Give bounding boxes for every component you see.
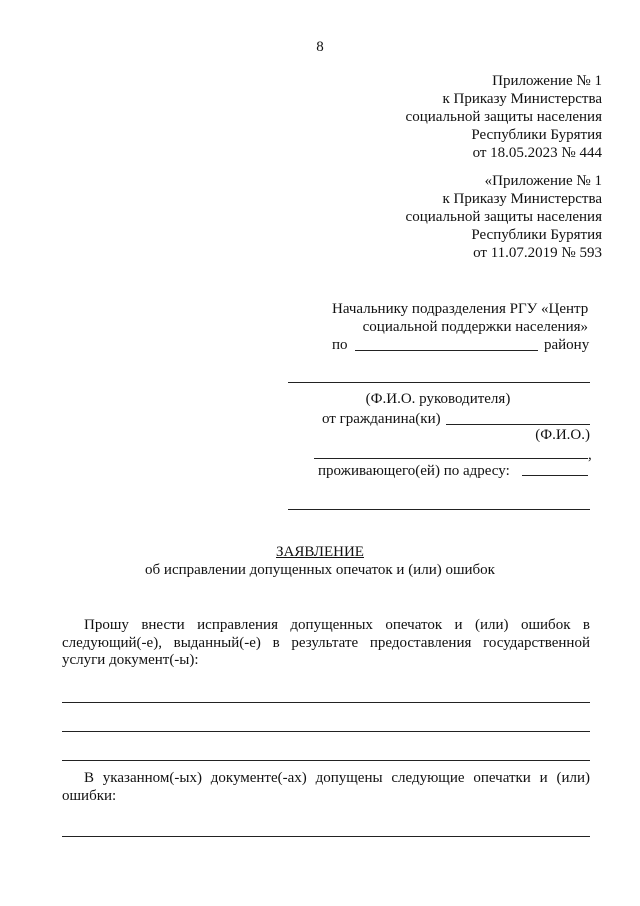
appendix-header-new: [302, 72, 602, 162]
appendix-line: Республики Бурятия: [471, 127, 602, 143]
addressee-line-2: социальной поддержки населения»: [362, 319, 588, 335]
address-input-line-1[interactable]: [522, 475, 588, 476]
page-number: 8: [316, 39, 324, 55]
citizen-fio-caption: (Ф.И.О.): [535, 427, 590, 443]
comma: ,: [588, 447, 592, 463]
document-subtitle: об исправлении допущенных опечаток и (или) ошибок: [145, 562, 495, 578]
addressee-po-label: по: [332, 337, 348, 353]
from-citizen-label: от гражданина(ки): [322, 411, 441, 427]
document-input-line-1[interactable]: [62, 702, 590, 703]
addressee-district-label: району: [544, 337, 590, 353]
head-fio-caption: (Ф.И.О. руководителя): [365, 391, 511, 407]
appendix-line: к Приказу Министерства: [442, 191, 602, 207]
appendix-line: социальной защиты населения: [405, 209, 602, 225]
document-input-line-2[interactable]: [62, 731, 590, 732]
appendix-line: от 18.05.2023 № 444: [472, 145, 602, 161]
appendix-line: «Приложение № 1: [484, 173, 602, 189]
residing-label: проживающего(ей) по адресу:: [318, 463, 510, 479]
request-paragraph: Прошу внести исправления допущенных опечаток и (или) ошибок в следующий(-е), выданный(-е) в результате предоставления государственной услуги документ(-ы):: [62, 617, 590, 668]
addressee-line-1: Начальнику подразделения РГУ «Центр: [332, 301, 589, 317]
appendix-line: к Приказу Министерства: [442, 91, 602, 107]
document-title: ЗАЯВЛЕНИЕ: [276, 544, 364, 560]
district-input-line[interactable]: [355, 350, 538, 351]
appendix-header-old: [302, 172, 602, 262]
head-fio-input-line[interactable]: [288, 382, 590, 383]
citizen-input-line[interactable]: [446, 424, 590, 425]
document-input-line-3[interactable]: [62, 760, 590, 761]
appendix-line: Республики Бурятия: [471, 227, 602, 243]
address-input-line-2[interactable]: [288, 509, 590, 510]
appendix-line: Приложение № 1: [492, 73, 602, 89]
errors-input-line-1[interactable]: [62, 836, 590, 837]
errors-paragraph: В указанном(-ых) документе(-ах) допущены следующие опечатки и (или) ошибки:: [62, 770, 590, 804]
appendix-line: от 11.07.2019 № 593: [473, 245, 602, 261]
citizen-fio-input-line[interactable]: [314, 458, 588, 459]
appendix-line: социальной защиты населения: [405, 109, 602, 125]
